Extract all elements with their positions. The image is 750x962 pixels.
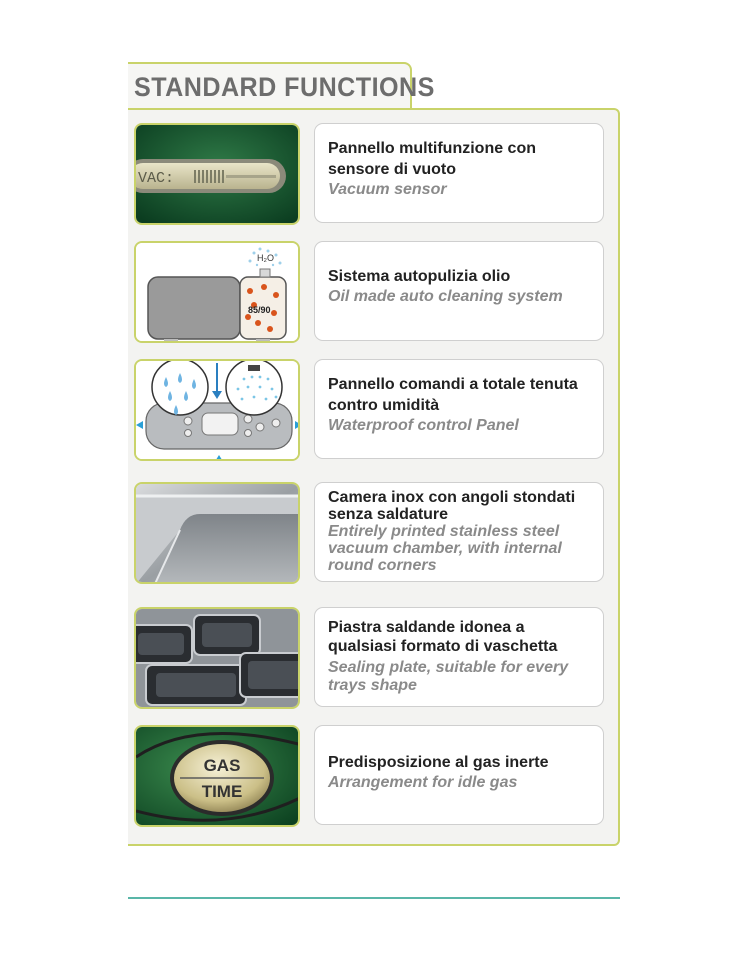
feature-card	[314, 123, 604, 223]
gas-time-badge-icon	[134, 725, 300, 827]
waterproof-panel-icon	[134, 359, 300, 461]
standard-functions-sheet	[128, 62, 620, 852]
feature-row-gas	[128, 725, 620, 827]
feature-row-stainless-chamber	[128, 482, 620, 584]
title-tab	[128, 62, 435, 110]
feature-title-en: Vacuum sensor	[328, 181, 447, 198]
feature-title-en: Entirely printed stainless steel vacuum chamber, with internal round corners	[328, 523, 562, 574]
feature-title-en: Waterproof control Panel	[328, 417, 519, 434]
page-title: STANDARD FUNCTIONS	[134, 72, 435, 102]
svg-text:TIME: TIME	[201, 782, 243, 801]
feature-title-en: Arrangement for idle gas	[328, 774, 518, 791]
feature-row-sealing-plate	[128, 607, 620, 709]
oil-cleaning-icon	[134, 241, 300, 343]
sealing-plate-icon	[134, 607, 300, 709]
feature-card	[314, 359, 604, 459]
feature-title-it: Piastra saldande idonea a qualsiasi formato di vaschetta	[328, 619, 558, 655]
feature-row-oil-cleaning	[128, 241, 620, 343]
svg-text:VAC:: VAC:	[138, 170, 175, 187]
feature-card	[314, 482, 604, 582]
vacuum-sensor-icon	[134, 123, 300, 225]
svg-text:GAS: GAS	[203, 756, 241, 775]
feature-title-it: Predisposizione al gas inerte	[328, 754, 549, 771]
feature-title-it: Camera inox con angoli stondati senza saldature	[328, 489, 576, 523]
feature-card	[314, 241, 604, 341]
svg-text:H₂O: H₂O	[257, 253, 274, 263]
feature-title-it: Pannello multifunzione con sensore di vuoto	[328, 140, 536, 178]
feature-card	[314, 725, 604, 825]
svg-text:85/90: 85/90	[248, 305, 271, 315]
feature-row-vacuum-sensor	[128, 123, 620, 225]
bottom-divider	[128, 897, 620, 899]
feature-title-it: Pannello comandi a totale tenuta contro umidità	[328, 376, 578, 414]
feature-title-en: Sealing plate, suitable for every trays shape	[328, 659, 569, 694]
feature-title-it: Sistema autopulizia olio	[328, 268, 511, 285]
feature-row-waterproof-panel	[128, 359, 620, 461]
feature-card	[314, 607, 604, 707]
stainless-chamber-icon	[134, 482, 300, 584]
feature-title-en: Oil made auto cleaning system	[328, 288, 563, 305]
